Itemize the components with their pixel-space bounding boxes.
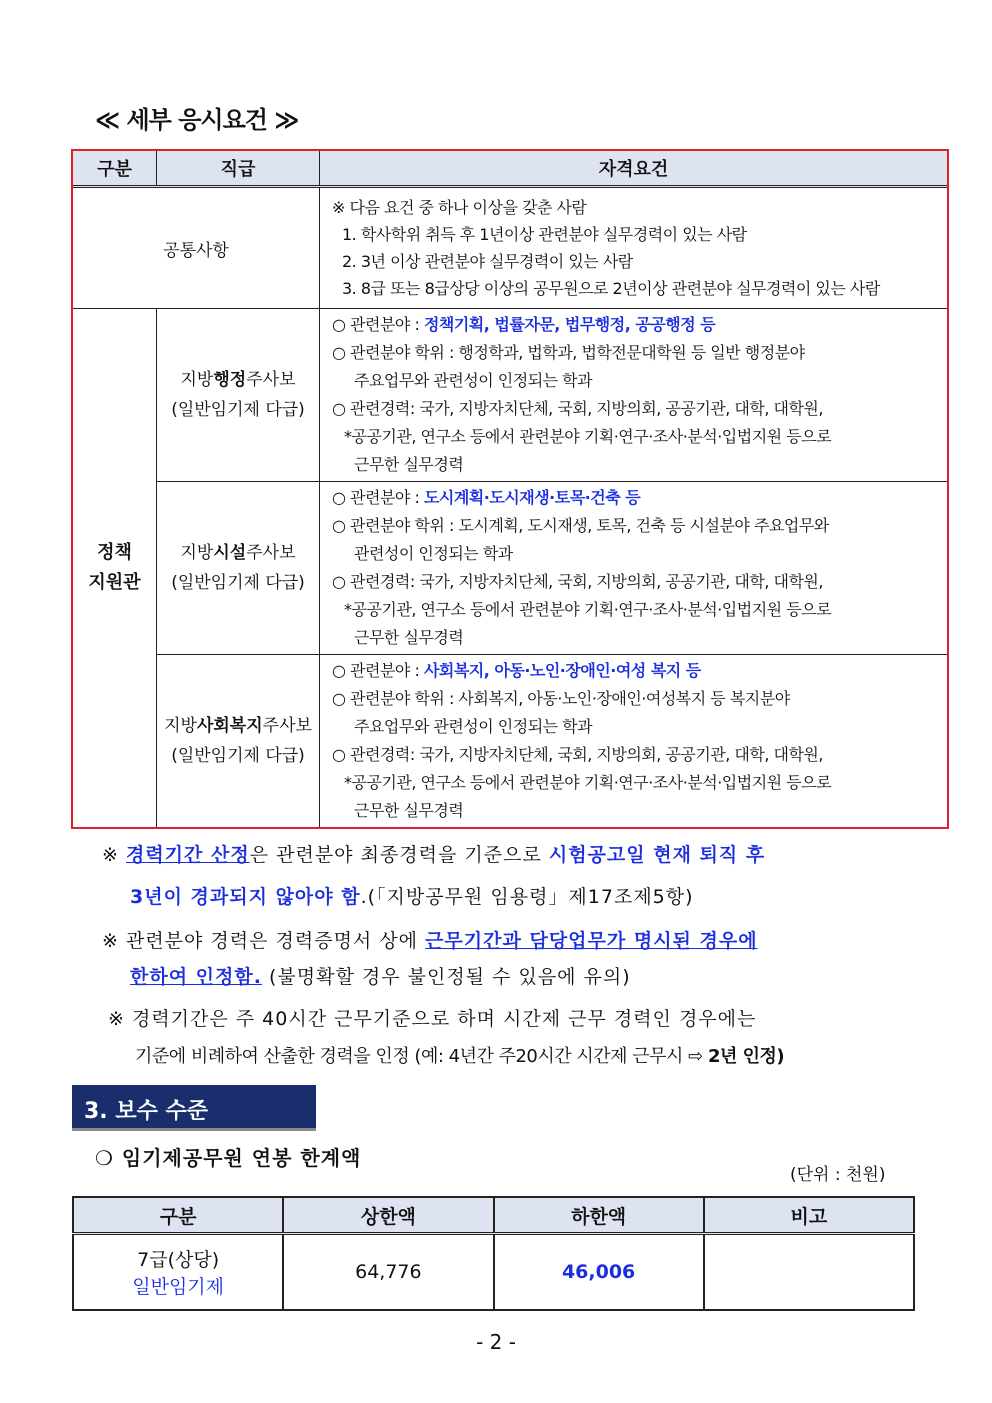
note-emphasis: 경력기간 산정 xyxy=(125,844,250,866)
table-header-row xyxy=(73,1197,914,1234)
position-keyword: 행정 xyxy=(213,370,247,390)
subheading: ❍ 임기제공무원 연봉 한계액 xyxy=(95,1146,362,1170)
degree-line: 주요업무와 관련성이 인정되는 학과 xyxy=(354,371,593,390)
position-type: (일반임기제 다급) xyxy=(171,746,305,766)
grade: 7급(상당) xyxy=(137,1249,220,1271)
qualification-cell xyxy=(320,655,948,828)
section-3-header: 3. 보수 수준 xyxy=(72,1085,316,1131)
degree-line: 관련성이 인정되는 학과 xyxy=(354,544,513,563)
position-suffix: 주사보 xyxy=(262,716,312,736)
degree-line: ○ 관련분야 학위 : 사회복지, 아동·노인·장애인·여성복지 등 복지분야 xyxy=(332,689,790,708)
field-label: ○ 관련분야 : xyxy=(332,488,424,507)
note-text: 기준에 비례하여 산출한 경력을 인정 (예: 4년간 주20시간 시간제 근무시 ⇨ xyxy=(135,1046,708,1067)
lower-cell: 46,006 xyxy=(494,1234,704,1311)
career-line: 근무한 실무경력 xyxy=(354,801,464,820)
position-suffix: 주사보 xyxy=(246,543,296,563)
position-name xyxy=(157,655,320,828)
group-label xyxy=(73,309,157,828)
group-label-line: 정책 xyxy=(97,542,132,563)
note-emphasis: 시험공고일 현재 퇴직 후 xyxy=(548,844,766,866)
note-mark: ※ xyxy=(102,844,126,866)
note-text: ※ 관련분야 경력은 경력증명서 상에 xyxy=(102,930,426,952)
page-number: - 2 - xyxy=(476,1330,516,1354)
position-prefix: 지방 xyxy=(180,543,214,563)
field-value: 정책기획, 법률자문, 법무행정, 공공행정 등 xyxy=(423,315,716,334)
career-line: 근무한 실무경력 xyxy=(354,455,464,474)
table-row-admin xyxy=(73,309,948,482)
note-3-cont xyxy=(135,1042,784,1068)
upper-cell: 64,776 xyxy=(283,1234,493,1311)
header-qualification: 자격요건 xyxy=(320,151,948,187)
table-row-facility xyxy=(73,482,948,655)
header-upper: 상한액 xyxy=(283,1197,493,1234)
remark-cell xyxy=(704,1234,914,1311)
section-title: ≪ 세부 응시요건 ≫ xyxy=(95,106,299,134)
header-lower: 하한액 xyxy=(494,1197,704,1234)
table-row-welfare xyxy=(73,655,948,828)
note-2 xyxy=(102,926,758,953)
grade-cell xyxy=(73,1234,283,1311)
qualification-cell xyxy=(320,482,948,655)
note-emphasis: 근무기간과 담당업무가 명시된 경우에 xyxy=(425,930,758,952)
career-line: *공공기관, 연구소 등에서 관련분야 기획·연구·조사·분석·입법지원 등으로 xyxy=(344,600,832,619)
note-emphasis: 2년 인정) xyxy=(707,1046,785,1067)
field-label: ○ 관련분야 : xyxy=(332,661,424,680)
position-keyword: 시설 xyxy=(213,543,247,563)
note-text: 은 관련분야 최종경력을 기준으로 xyxy=(249,844,549,866)
group-label-line: 지원관 xyxy=(88,572,141,593)
grade-type: 일반임기제 xyxy=(132,1276,225,1298)
table-header-row xyxy=(73,151,948,187)
note-3: ※ 경력기간은 주 40시간 근무기준으로 하며 시간제 근무 경력인 경우에는 xyxy=(108,1008,757,1030)
position-prefix: 지방 xyxy=(180,370,214,390)
note-emphasis: 한하여 인정함. xyxy=(130,966,262,988)
career-line: 근무한 실무경력 xyxy=(354,628,464,647)
requirements-table xyxy=(72,150,948,828)
header-category: 구분 xyxy=(73,151,157,187)
note-2-cont xyxy=(130,962,631,989)
note-text: (불명확할 경우 불인정될 수 있음에 유의) xyxy=(261,966,631,988)
position-name xyxy=(157,309,320,482)
header-category: 구분 xyxy=(73,1197,283,1234)
position-suffix: 주사보 xyxy=(246,370,296,390)
degree-line: ○ 관련분야 학위 : 행정학과, 법학과, 법학전문대학원 등 일반 행정분야 xyxy=(332,343,805,362)
unit-label: (단위 : 천원) xyxy=(790,1165,886,1185)
table-row-common xyxy=(73,187,948,309)
common-line: ※ 다음 요건 중 하나 이상을 갖춘 사람 xyxy=(332,198,587,217)
note-1 xyxy=(102,840,765,867)
career-line: ○ 관련경력: 국가, 지방자치단체, 국회, 지방의회, 공공기관, 대학, 대학원, xyxy=(332,399,823,418)
common-line: 3. 8급 또는 8급상당 이상의 공무원으로 2년이상 관련분야 실무경력이 있는 사람 xyxy=(342,279,880,298)
position-type: (일반임기제 다급) xyxy=(171,573,305,593)
position-keyword: 사회복지 xyxy=(196,716,263,736)
table-row xyxy=(73,1234,914,1311)
common-line: 1. 학사학위 취득 후 1년이상 관련분야 실무경력이 있는 사람 xyxy=(342,225,747,244)
note-1-cont xyxy=(130,882,694,909)
field-value: 사회복지, 아동·노인·장애인·여성 복지 등 xyxy=(423,661,701,680)
field-label: ○ 관련분야 : xyxy=(332,315,424,334)
note-text: .(「지방공무원 임용령」제17조제5항) xyxy=(360,886,694,908)
qualification-cell xyxy=(320,309,948,482)
header-position: 직급 xyxy=(157,151,320,187)
degree-line: ○ 관련분야 학위 : 도시계획, 도시재생, 토목, 건축 등 시설분야 주요업무와 xyxy=(332,516,829,535)
position-type: (일반임기제 다급) xyxy=(171,400,305,420)
position-name xyxy=(157,482,320,655)
career-line: ○ 관련경력: 국가, 지방자치단체, 국회, 지방의회, 공공기관, 대학, 대학원, xyxy=(332,745,823,764)
degree-line: 주요업무와 관련성이 인정되는 학과 xyxy=(354,717,593,736)
career-line: *공공기관, 연구소 등에서 관련분야 기획·연구·조사·분석·입법지원 등으로 xyxy=(344,427,832,446)
field-value: 도시계획·도시재생·토목·건축 등 xyxy=(423,488,641,507)
note-emphasis: 3년이 경과되지 않아야 함 xyxy=(130,886,361,908)
common-label: 공통사항 xyxy=(73,187,320,309)
common-requirements xyxy=(320,187,948,309)
career-line: *공공기관, 연구소 등에서 관련분야 기획·연구·조사·분석·입법지원 등으로 xyxy=(344,773,832,792)
career-line: ○ 관련경력: 국가, 지방자치단체, 국회, 지방의회, 공공기관, 대학, 대학원, xyxy=(332,572,823,591)
common-line: 2. 3년 이상 관련분야 실무경력이 있는 사람 xyxy=(342,252,633,271)
position-prefix: 지방 xyxy=(164,716,197,736)
salary-table xyxy=(72,1196,915,1311)
header-remark: 비고 xyxy=(704,1197,914,1234)
